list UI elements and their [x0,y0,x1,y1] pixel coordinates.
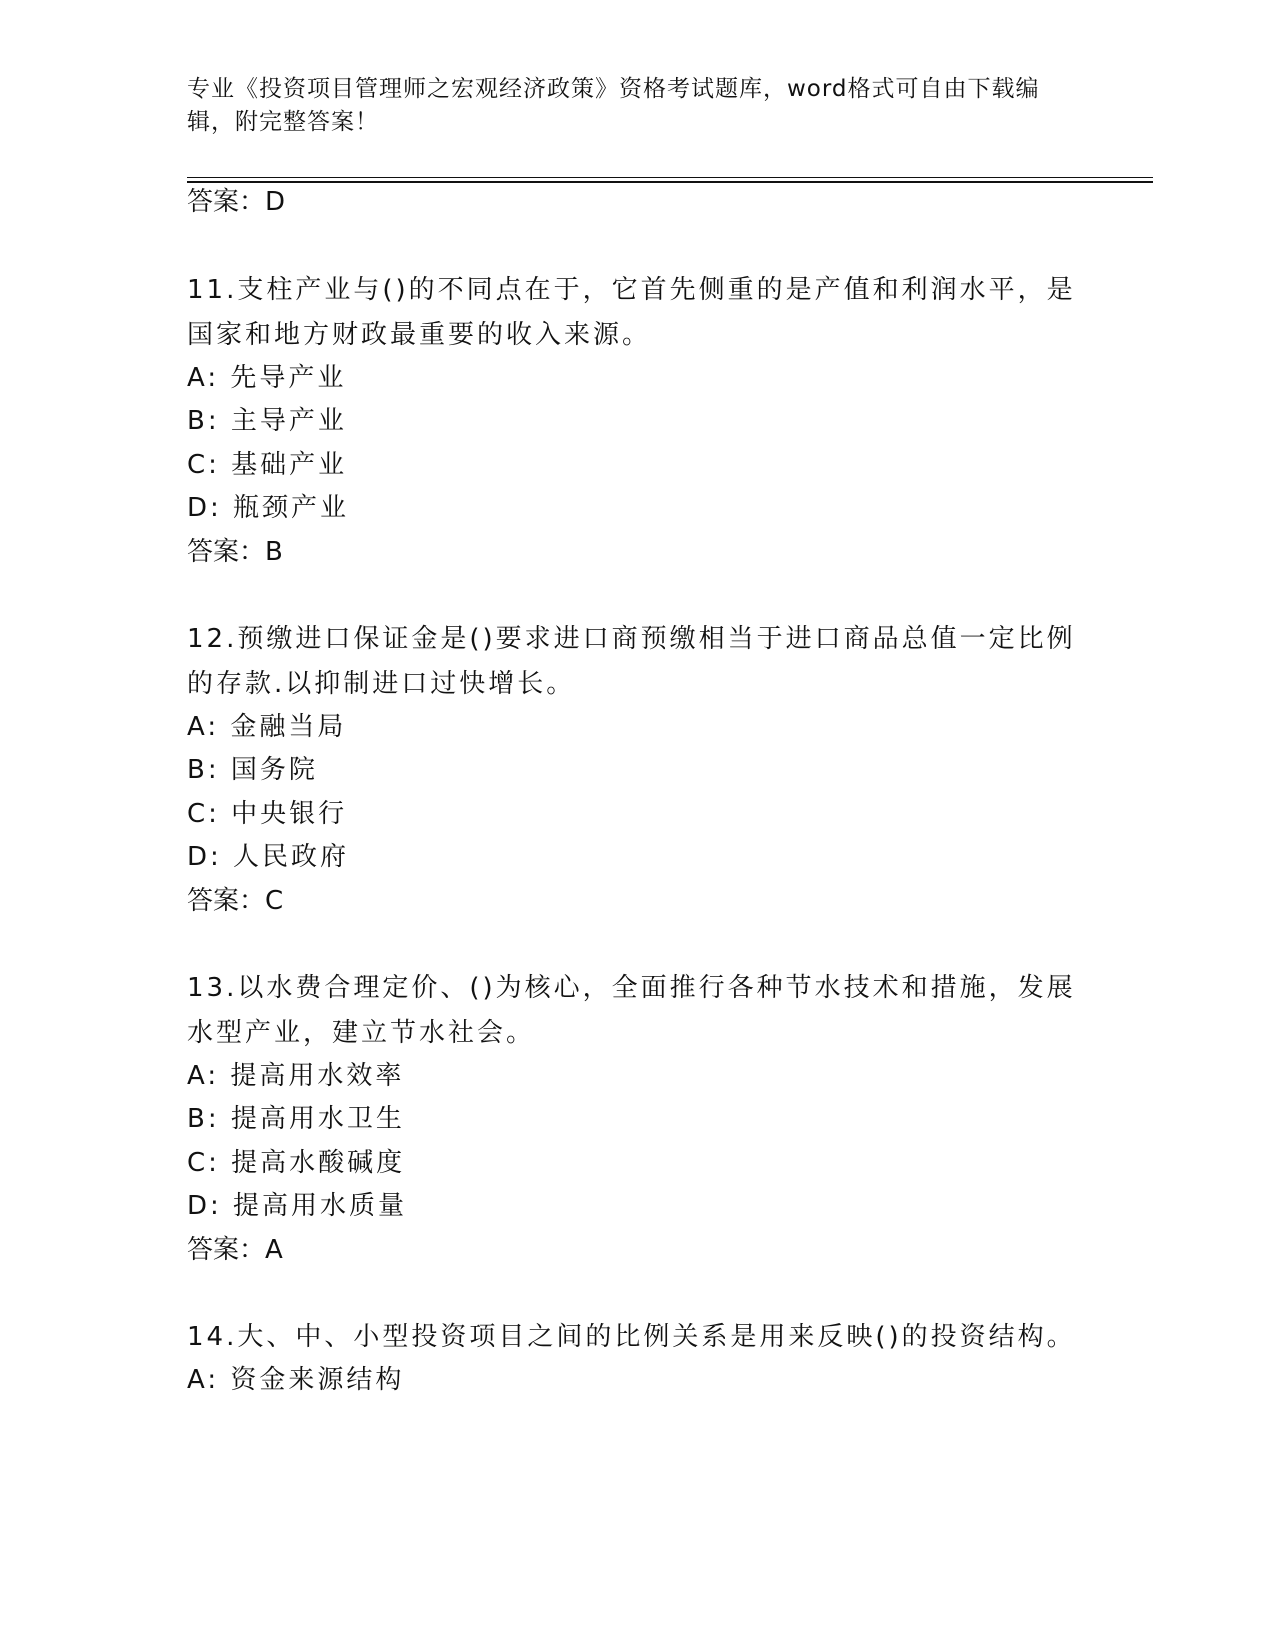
option-c: C: 提高水酸碱度 [187,1148,406,1178]
question-stem: 11.支柱产业与()的不同点在于，它首先侧重的是产值和利润水平，是国家和地方财政最重要的收入来源。 [187,275,1076,350]
option-d: D: 瓶颈产业 [187,493,350,523]
option-b: B: 提高用水卫生 [187,1104,405,1134]
option-d: D: 提高用水质量 [187,1191,408,1221]
option-b: B: 主导产业 [187,406,347,436]
option-c: C: 中央银行 [187,799,348,829]
option-a: A: 金融当局 [187,712,347,742]
answer-line: 答案：B [187,537,283,567]
option-d: D: 人民政府 [187,842,350,872]
option-b: B: 国务院 [187,755,318,785]
option-c: C: 基础产业 [187,450,348,480]
option-a: A: 资金来源结构 [187,1365,405,1395]
answer-line: 答案：D [187,187,286,217]
answer-line: 答案：A [187,1235,283,1265]
question-stem: 12.预缴进口保证金是()要求进口商预缴相当于进口商品总值一定比例的存款.以抑制进口过快增长。 [187,624,1076,699]
page-header: 专业《投资项目管理师之宏观经济政策》资格考试题库，word格式可自由下载编辑，附完整答案！ [187,76,1040,135]
header-divider-thin [187,177,1153,178]
option-a: A: 先导产业 [187,363,347,393]
option-a: A: 提高用水效率 [187,1061,405,1091]
question-stem: 14.大、中、小型投资项目之间的比例关系是用来反映()的投资结构。 [187,1322,1076,1352]
question-stem: 13.以水费合理定价、()为核心，全面推行各种节水技术和措施，发展水型产业，建立节水社会。 [187,973,1076,1048]
answer-line: 答案：C [187,886,284,916]
header-divider-thick [187,181,1153,183]
